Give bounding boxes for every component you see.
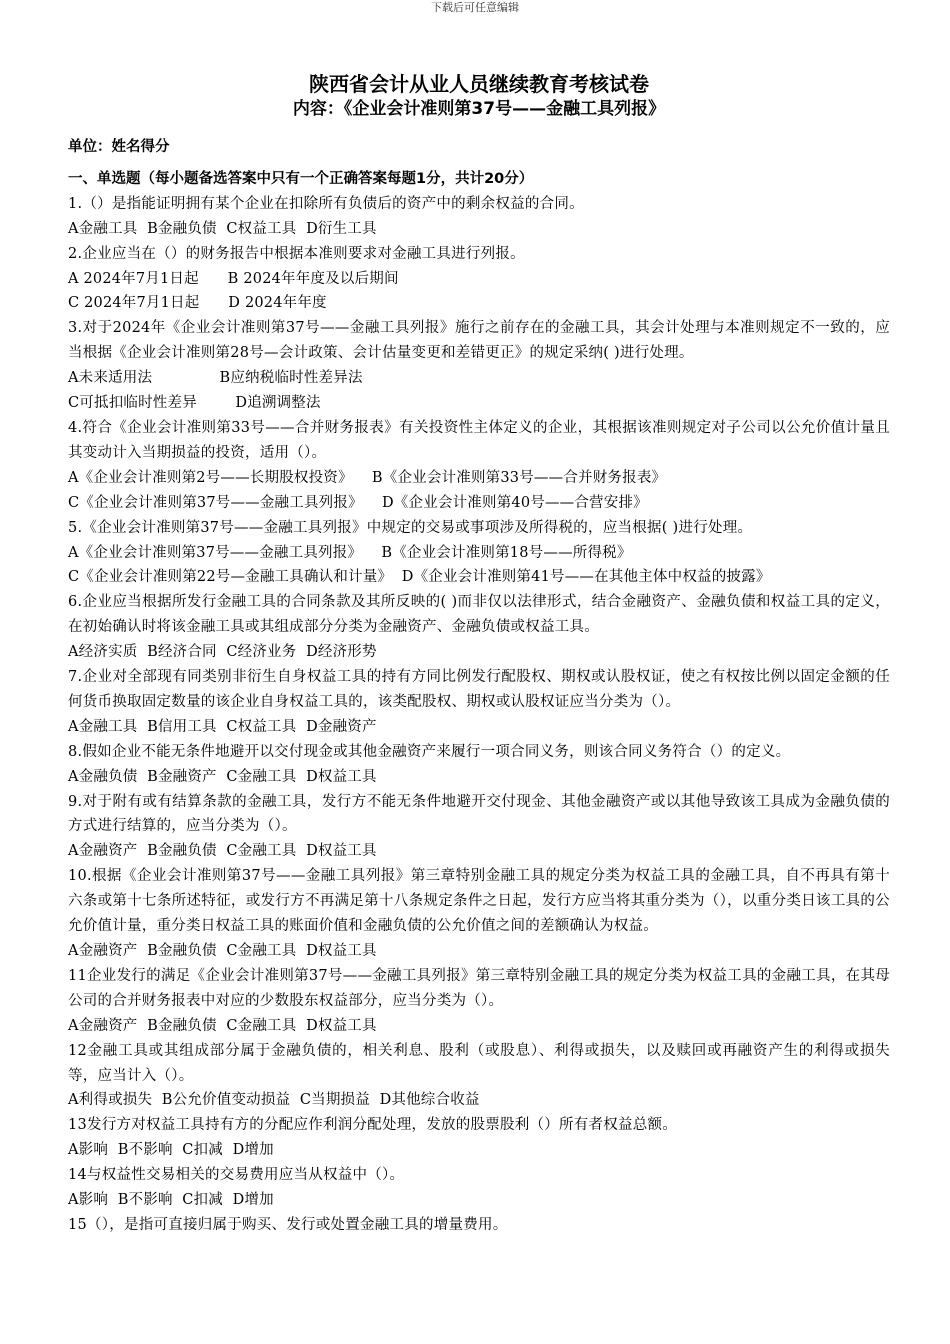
question-list [68,192,890,1238]
question-item [68,665,890,740]
exam-title: 陕西省会计从业人员继续教育考核试卷 [309,72,649,96]
question-item [68,316,890,416]
question-item [68,790,890,865]
question-text: 2.企业应当在（）的财务报告中根据本准则要求对金融工具进行列报。 [68,245,525,262]
answer-options: C 2024年7月1日起 D 2024年年度 [68,295,327,312]
answer-options: A《企业会计准则第37号——金融工具列报》 B《企业会计准则第18号——所得税》 [68,544,632,561]
question-item [68,590,890,665]
section-title: 一、单选题（每小题备选答案中只有一个正确答案每题1分，共计20分） [68,170,534,187]
question-item [68,964,890,1039]
answer-options: C《企业会计准则第37号——金融工具列报》 D《企业会计准则第40号——合营安排》 [68,494,648,511]
question-item [68,1039,890,1114]
exam-subtitle: 内容：《企业会计准则第37号——金融工具列报》 [292,99,666,119]
answer-options: A金融负债 B金融资产 C金融工具 D权益工具 [68,768,377,785]
answer-options: A金融资产 B金融负债 C金融工具 D权益工具 [68,1017,377,1034]
question-item [68,740,890,790]
answer-options: A 2024年7月1日起 B 2024年年度及以后期间 [68,270,399,287]
question-text: 10.根据《企业会计准则第37号——金融工具列报》第三章特别金融工具的规定分类为权益工具的金融工具，自不再具有第十六条或第十七条所述特征，或发行方不再满足第十八条规定条件之日起，发行方应当将其重分类为（），以重分类日该工具的公允价值计量，重分类日权益工具的账面价值和金融负债的公允价值之间的差额确认为权益。 [68,868,890,935]
answer-options: A未来适用法 B应纳税临时性差异法 [68,370,363,387]
question-item [68,1213,890,1238]
question-text: 4.符合《企业会计准则第33号——合并财务报表》有关投资性主体定义的企业，其根据该准则规定对子公司以公允价值计量且其变动计入当期损益的投资，适用（）。 [68,419,890,461]
question-item [68,1113,890,1163]
question-item [68,516,890,591]
question-text: 8.假如企业不能无条件地避开以交付现金或其他金融资产来履行一项合同义务，则该合同义务符合（）的定义。 [68,743,791,760]
answer-options: A金融资产 B金融负债 C金融工具 D权益工具 [68,943,377,959]
answer-options: A金融工具 B金融负债 C权益工具 D衍生工具 [68,220,377,237]
unit-name-score-line: 单位：姓名得分 [68,139,170,155]
question-item [68,242,890,317]
answer-options: A金融工具 B信用工具 C权益工具 D金融资产 [68,718,377,735]
question-text: 7.企业对全部现有同类别非衍生自身权益工具的持有方同比例发行配股权、期权或认股权证，使之有权按比例以固定金额的任何货币换取固定数量的该企业自身权益工具的，该类配股权、期权或认股权证应当分类为（）。 [68,669,890,710]
question-text: 1.（）是指能证明拥有某个企业在扣除所有负债后的资产中的剩余权益的合同。 [68,195,584,212]
answer-options: A金融资产 B金融负债 C金融工具 D权益工具 [68,843,377,860]
answer-options: A利得或损失 B公允价值变动损益 C当期损益 D其他综合收益 [68,1092,480,1109]
question-text: 11企业发行的满足《企业会计准则第37号——金融工具列报》第三章特别金融工具的规定分类为权益工具的金融工具，在其母公司的合并财务报表中对应的少数股东权益部分，应当分类为（）。 [68,967,890,1009]
question-text: 13发行方对权益工具持有方的分配应作利润分配处理，发放的股票股利（）所有者权益总额。 [68,1117,677,1134]
question-text: 3.对于2024年《企业会计准则第37号——金融工具列报》施行之前存在的金融工具，其会计处理与本准则规定不一致的，应当根据《企业会计准则第28号—会计政策、会计估量变更和差错更正》的规定采纳( )进行处理。 [68,320,890,362]
answer-options: A影响 B不影响 C扣减 D增加 [68,1192,274,1209]
answer-options: A经济实质 B经济合同 C经济业务 D经济形势 [68,644,377,661]
answer-options: A《企业会计准则第2号——长期股权投资》 B《企业会计准则第33号——合并财务报表》 [68,469,667,486]
answer-options: C《企业会计准则第22号—金融工具确认和计量》 D《企业会计准则第41号——在其他主体中权益的披露》 [68,569,771,586]
question-text: 15（），是指可直接归属于购买、发行或处置金融工具的增量费用。 [68,1216,508,1233]
question-item [68,416,890,516]
answer-options: C可抵扣临时性差异 D追溯调整法 [68,395,321,412]
question-text: 5.《企业会计准则第37号——金融工具列报》中规定的交易或事项涉及所得税的，应当根据( )进行处理。 [68,519,753,536]
question-text: 12金融工具或其组成部分属于金融负债的，相关利息、股利（或股息）、利得或损失，以及赎回或再融资产生的利得或损失等，应当计入（）。 [68,1042,890,1084]
question-item [68,1163,890,1213]
question-item [68,864,890,964]
exam-document [68,72,890,1238]
question-text: 6.企业应当根据所发行金融工具的合同条款及其所反映的( )而非仅以法律形式，结合金融资产、金融负债和权益工具的定义，在初始确认时将该金融工具或其组成部分分类为金融资产、金融负债或权益工具。 [68,594,890,636]
question-item [68,192,890,242]
page-header: 下载后可任意编辑 [431,1,519,14]
question-text: 14与权益性交易相关的交易费用应当从权益中（）。 [68,1167,405,1184]
question-text: 9.对于附有或有结算条款的金融工具，发行方不能无条件地避开交付现金、其他金融资产或以其他导致该工具成为金融负债的方式进行结算的，应当分类为（）。 [68,793,890,835]
answer-options: A影响 B不影响 C扣减 D增加 [68,1142,274,1159]
